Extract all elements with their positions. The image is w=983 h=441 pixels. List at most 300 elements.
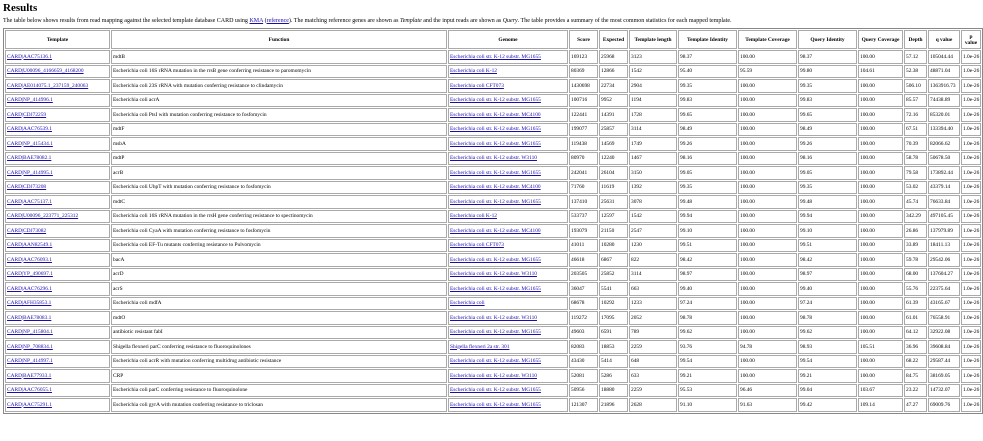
value-cell: 100.00	[738, 282, 797, 296]
value-cell: 2628	[629, 398, 677, 412]
genome-link[interactable]: Escherichia coli str. K-12 substr. MC4100	[450, 184, 541, 191]
value-cell: 98.97	[798, 268, 857, 282]
value-cell: 100.00	[738, 94, 797, 108]
template-cell	[5, 239, 110, 253]
value-cell: 39608.84	[928, 340, 960, 354]
value-cell: 3114	[629, 123, 677, 137]
value-cell: 98.42	[678, 253, 737, 267]
value-cell: 3150	[629, 166, 677, 180]
template-link[interactable]: CARD|AAC76539.1	[7, 126, 52, 133]
value-cell: 1.0e-26	[961, 152, 981, 166]
value-cell: 22734	[599, 79, 628, 93]
value-cell: 98.37	[678, 50, 737, 64]
genome-link[interactable]: Shigella flexneri 2a str. 301	[450, 343, 510, 350]
value-cell: 98.49	[678, 123, 737, 137]
table-row	[5, 311, 981, 325]
value-cell: 99.21	[798, 369, 857, 383]
value-cell: 2547	[629, 224, 677, 238]
value-cell: 97.24	[678, 297, 737, 311]
value-cell: 100.00	[858, 195, 903, 209]
value-cell: 99.40	[798, 282, 857, 296]
genome-cell	[448, 268, 568, 282]
template-cell	[5, 123, 110, 137]
table-row	[5, 268, 981, 282]
value-cell: 99.51	[798, 239, 857, 253]
template-link[interactable]: CARD|CDJ73208	[7, 184, 47, 191]
value-cell: 663	[629, 282, 677, 296]
value-cell: 100.00	[858, 253, 903, 267]
value-cell: 1.0e-26	[961, 65, 981, 79]
value-cell: 99.35	[798, 79, 857, 93]
value-cell: 100.00	[738, 79, 797, 93]
genome-cell	[448, 355, 568, 369]
genome-cell	[448, 65, 568, 79]
value-cell: 94.78	[738, 340, 797, 354]
value-cell: 100.00	[858, 369, 903, 383]
column-header: Query Identity	[798, 30, 857, 49]
template-link[interactable]: CARD|NP_708834.1	[7, 343, 53, 350]
value-cell: 100.00	[858, 152, 903, 166]
template-link[interactable]: CARD|U00096_4166659_4168200	[7, 68, 84, 75]
template-cell	[5, 398, 110, 412]
value-cell: 99.80	[798, 65, 857, 79]
value-cell: 99.05	[678, 166, 737, 180]
kma-link[interactable]: KMA	[249, 18, 264, 24]
value-cell: 100.00	[738, 326, 797, 340]
column-header: Template length	[629, 30, 677, 49]
value-cell: 48871.04	[928, 65, 960, 79]
column-header: Function	[111, 30, 447, 49]
value-cell: 82066.62	[928, 137, 960, 151]
genome-cell	[448, 239, 568, 253]
value-cell: 100.00	[738, 311, 797, 325]
value-cell: 2259	[629, 340, 677, 354]
value-cell: 99.26	[798, 137, 857, 151]
value-cell: 1.0e-26	[961, 384, 981, 398]
value-cell: 5541	[599, 282, 628, 296]
value-cell: 1.0e-26	[961, 253, 981, 267]
value-cell: 99.51	[678, 239, 737, 253]
value-cell: 100.00	[738, 369, 797, 383]
table-row	[5, 65, 981, 79]
template-cell	[5, 253, 110, 267]
template-link[interactable]: CARD|AAC76055.1	[7, 387, 52, 394]
value-cell: 100.00	[738, 181, 797, 195]
value-cell: 1363916.73	[928, 79, 960, 93]
value-cell: 100.00	[858, 355, 903, 369]
template-cell	[5, 297, 110, 311]
value-cell: 100.00	[738, 152, 797, 166]
value-cell: 21150	[599, 224, 628, 238]
value-cell: 14391	[599, 108, 628, 122]
value-cell: 98.97	[678, 268, 737, 282]
value-cell: 1430698	[569, 79, 598, 93]
value-cell: 100.00	[858, 181, 903, 195]
value-cell: 2904	[629, 79, 677, 93]
value-cell: 100.00	[858, 123, 903, 137]
function-cell: Escherichia coli parC conferring resistance to fluoroquinolone	[111, 384, 447, 398]
value-cell: 1.0e-26	[961, 340, 981, 354]
genome-link[interactable]: Escherichia coli str. K-12 substr. W3110	[450, 155, 537, 162]
genome-link[interactable]: Escherichia coli str. K-12 substr. MG1655	[450, 53, 541, 60]
value-cell: 68678	[569, 297, 598, 311]
genome-cell	[448, 253, 568, 267]
column-header: q value	[928, 30, 960, 49]
value-cell: 98.37	[798, 50, 857, 64]
value-cell: 105.51	[858, 340, 903, 354]
column-header: Expected	[599, 30, 628, 49]
template-cell	[5, 181, 110, 195]
value-cell: 100.00	[858, 137, 903, 151]
table-row	[5, 195, 981, 209]
genome-cell	[448, 384, 568, 398]
value-cell: 1.0e-26	[961, 50, 981, 64]
template-cell	[5, 108, 110, 122]
genome-link[interactable]: Escherichia coli str. K-12 substr. MG1655	[450, 401, 541, 408]
value-cell: 1.0e-26	[961, 369, 981, 383]
value-cell: 11619	[599, 181, 628, 195]
value-cell: 43430	[569, 355, 598, 369]
genome-link[interactable]: Escherichia coli CFT073	[450, 242, 504, 249]
table-row	[5, 137, 981, 151]
template-cell	[5, 311, 110, 325]
value-cell: 85320.01	[928, 108, 960, 122]
value-cell: 2259	[629, 384, 677, 398]
value-cell: 100.00	[738, 297, 797, 311]
value-cell: 1.0e-26	[961, 326, 981, 340]
template-link[interactable]: CARD|AE014075.1_237159_240063	[7, 82, 89, 89]
value-cell: 18880	[599, 384, 628, 398]
template-cell	[5, 79, 110, 93]
value-cell: 99.65	[678, 108, 737, 122]
template-cell	[5, 152, 110, 166]
function-cell: Escherichia coli CyaA with mutation conferring resistance to fosfomycin	[111, 224, 447, 238]
genome-cell	[448, 195, 568, 209]
genome-link[interactable]: Escherichia coli str. K-12 substr. W3110	[450, 271, 537, 278]
value-cell: 95.53	[678, 384, 737, 398]
genome-cell	[448, 181, 568, 195]
value-cell: 67.51	[904, 123, 927, 137]
function-cell: Escherichia coli EF-Tu mutants conferring resistance to Pulvomycin	[111, 239, 447, 253]
value-cell: 100.00	[738, 50, 797, 64]
value-cell: 137604.27	[928, 268, 960, 282]
genome-link[interactable]: Escherichia coli str. K-12 substr. MG1655	[450, 126, 541, 133]
value-cell: 100.00	[858, 108, 903, 122]
value-cell: 109.14	[858, 398, 903, 412]
genome-link[interactable]: Escherichia coli CFT073	[450, 82, 504, 89]
template-link[interactable]: CARD|NP_414997.1	[7, 358, 53, 365]
value-cell: 1.0e-26	[961, 181, 981, 195]
value-cell: 99.94	[798, 210, 857, 224]
genome-link[interactable]: Escherichia coli str. K-12 substr. MC4100	[450, 111, 541, 118]
function-cell: mdtF	[111, 123, 447, 137]
value-cell: 43165.67	[928, 297, 960, 311]
template-cell	[5, 369, 110, 383]
table-row	[5, 224, 981, 238]
template-link[interactable]: CARD|NP_414995.1	[7, 169, 53, 176]
value-cell: 122441	[569, 108, 598, 122]
value-cell: 100.00	[858, 224, 903, 238]
value-cell: 36047	[569, 282, 598, 296]
value-cell: 1233	[629, 297, 677, 311]
genome-cell	[448, 210, 568, 224]
genome-cell	[448, 108, 568, 122]
value-cell: 99.54	[678, 355, 737, 369]
template-link[interactable]: CARD|AFH35853.1	[7, 300, 52, 307]
table-body	[5, 50, 981, 412]
value-cell: 23.22	[904, 384, 927, 398]
value-cell: 100.00	[858, 210, 903, 224]
value-cell: 18411.13	[928, 239, 960, 253]
genome-link[interactable]: Escherichia coli str. K-12 substr. MG1655	[450, 169, 541, 176]
table-row	[5, 355, 981, 369]
value-cell: 25968	[599, 50, 628, 64]
value-cell: 69009.76	[928, 398, 960, 412]
template-link[interactable]: CARD|CDJ73082	[7, 227, 47, 234]
value-cell: 12240	[599, 152, 628, 166]
template-cell	[5, 326, 110, 340]
value-cell: 41011	[569, 239, 598, 253]
value-cell: 50956	[569, 384, 598, 398]
template-link[interactable]: CARD|AAC75137.1	[7, 198, 52, 205]
function-cell: Escherichia coli acrR with mutation conferring multidrug antibiotic resistance	[111, 355, 447, 369]
value-cell: 29542.06	[928, 253, 960, 267]
value-cell: 97.24	[798, 297, 857, 311]
value-cell: 25631	[599, 195, 628, 209]
table-row	[5, 152, 981, 166]
genome-link[interactable]: Escherichia coli str. K-12 substr. W3110	[450, 314, 537, 321]
value-cell: 342.29	[904, 210, 927, 224]
genome-link[interactable]: Escherichia coli K-12	[450, 213, 497, 220]
value-cell: 100.00	[738, 166, 797, 180]
value-cell: 3123	[629, 50, 677, 64]
value-cell: 1194	[629, 94, 677, 108]
value-cell: 61.39	[904, 297, 927, 311]
value-cell: 497105.45	[928, 210, 960, 224]
value-cell: 242041	[569, 166, 598, 180]
value-cell: 100.00	[858, 79, 903, 93]
value-cell: 26.86	[904, 224, 927, 238]
function-cell: acrB	[111, 166, 447, 180]
table-row	[5, 297, 981, 311]
template-link[interactable]: CARD|CDJ72259	[7, 111, 47, 118]
function-cell: Escherichia coli 16S rRNA mutation in the rrsB gene conferring resistance to paromomycin	[111, 65, 447, 79]
template-link[interactable]: CARD|YP_490697.1	[7, 271, 53, 278]
value-cell: 99.35	[798, 181, 857, 195]
value-cell: 10292	[599, 297, 628, 311]
table-row	[5, 239, 981, 253]
value-cell: 68.00	[904, 268, 927, 282]
genome-cell	[448, 282, 568, 296]
value-cell: 100.00	[738, 108, 797, 122]
value-cell: 193079	[569, 224, 598, 238]
value-cell: 100.00	[858, 311, 903, 325]
template-link[interactable]: CARD|AAC75136.1	[7, 53, 52, 60]
table-row	[5, 398, 981, 412]
value-cell: 1.0e-26	[961, 94, 981, 108]
template-link[interactable]: CARD|AAC76093.1	[7, 256, 52, 263]
genome-link[interactable]: Escherichia coli str. K-12 substr. MC4100	[450, 227, 541, 234]
function-cell: acrS	[111, 282, 447, 296]
template-cell	[5, 195, 110, 209]
template-cell	[5, 166, 110, 180]
column-header: Genome	[448, 30, 568, 49]
value-cell: 98.16	[678, 152, 737, 166]
value-cell: 53.02	[904, 181, 927, 195]
value-cell: 43379.14	[928, 181, 960, 195]
value-cell: 137410	[569, 195, 598, 209]
value-cell: 91.63	[738, 398, 797, 412]
value-cell: 99.35	[678, 79, 737, 93]
value-cell: 6867	[599, 253, 628, 267]
value-cell: 5286	[599, 369, 628, 383]
value-cell: 100.00	[738, 195, 797, 209]
genome-link[interactable]: Escherichia coli str. K-12 substr. W3110	[450, 372, 537, 379]
template-link[interactable]: CARD|AAC76296.1	[7, 285, 52, 292]
table-row	[5, 340, 981, 354]
template-link[interactable]: CARD|BAE78082.1	[7, 155, 52, 162]
template-link[interactable]: CARD|AAC75291.1	[7, 401, 52, 408]
value-cell: 789	[629, 326, 677, 340]
value-cell: 121307	[569, 398, 598, 412]
column-header: Depth	[904, 30, 927, 49]
value-cell: 5414	[599, 355, 628, 369]
value-cell: 12597	[599, 210, 628, 224]
value-cell: 17095	[599, 311, 628, 325]
value-cell: 119438	[569, 137, 598, 151]
genome-link[interactable]: Escherichia coli str. K-12 substr. MG1655	[450, 140, 541, 147]
genome-link[interactable]: Escherichia coli str. K-12 substr. MG1655	[450, 256, 541, 263]
value-cell: 100.00	[858, 50, 903, 64]
table-row	[5, 50, 981, 64]
template-cell	[5, 137, 110, 151]
table-row	[5, 79, 981, 93]
template-link[interactable]: CARD|U00096_223771_225312	[7, 213, 79, 220]
value-cell: 105044.44	[928, 50, 960, 64]
function-cell: mdtP	[111, 152, 447, 166]
value-cell: 36.96	[904, 340, 927, 354]
value-cell: 100.00	[858, 297, 903, 311]
function-cell: Shigella flexneri parC conferring resistance to fluoroquinolones	[111, 340, 447, 354]
value-cell: 22375.64	[928, 282, 960, 296]
value-cell: 80369	[569, 65, 598, 79]
template-link[interactable]: CARD|NP_414996.1	[7, 97, 53, 104]
value-cell: 10280	[599, 239, 628, 253]
function-cell: Escherichia coli 23S rRNA with mutation conferring resistance to clindamycin	[111, 79, 447, 93]
column-header: Template Coverage	[738, 30, 797, 49]
reference-link[interactable]: reference	[266, 18, 289, 24]
genome-cell	[448, 123, 568, 137]
value-cell: 100.00	[738, 137, 797, 151]
value-cell: 133394.40	[928, 123, 960, 137]
value-cell: 100.00	[738, 355, 797, 369]
value-cell: 26104	[599, 166, 628, 180]
genome-cell	[448, 79, 568, 93]
value-cell: 76558.91	[928, 311, 960, 325]
genome-link[interactable]: Escherichia coli	[450, 300, 485, 307]
value-cell: 98.78	[678, 311, 737, 325]
genome-link[interactable]: Escherichia coli str. K-12 substr. MG1655	[450, 358, 541, 365]
value-cell: 84.75	[904, 369, 927, 383]
value-cell: 96.46	[738, 384, 797, 398]
value-cell: 1.0e-26	[961, 123, 981, 137]
table-row	[5, 210, 981, 224]
template-link[interactable]: CARD|BAE78083.1	[7, 314, 52, 321]
value-cell: 76633.84	[928, 195, 960, 209]
function-cell: Escherichia coli gyrA with mutation conferring resistance to triclosan	[111, 398, 447, 412]
value-cell: 1.0e-26	[961, 398, 981, 412]
template-cell	[5, 282, 110, 296]
value-cell: 64.12	[904, 326, 927, 340]
genome-link[interactable]: Escherichia coli str. K-12 substr. MG1655	[450, 329, 541, 336]
value-cell: 99.10	[798, 224, 857, 238]
value-cell: 169123	[569, 50, 598, 64]
value-cell: 633	[629, 369, 677, 383]
genome-cell	[448, 326, 568, 340]
genome-link[interactable]: Escherichia coli str. K-12 substr. MG1655	[450, 198, 541, 205]
value-cell: 55.76	[904, 282, 927, 296]
value-cell: 1.0e-26	[961, 137, 981, 151]
value-cell: 47.27	[904, 398, 927, 412]
value-cell: 99.40	[678, 282, 737, 296]
value-cell: 3078	[629, 195, 677, 209]
intro-text: The table below shows results from read mapping against the selected template database CARD using KMA (reference). The matching reference genes are shown as Template and the input reads are shown as Query. The table provides a summary of the most common statistics for each mapped template.	[3, 18, 732, 24]
value-cell: 99.04	[798, 384, 857, 398]
table-row	[5, 369, 981, 383]
template-link[interactable]: CARD|AAN82549.1	[7, 242, 53, 249]
value-cell: 99.62	[798, 326, 857, 340]
genome-link[interactable]: Escherichia coli str. K-12 substr. MG1655	[450, 387, 541, 394]
function-cell: CRP	[111, 369, 447, 383]
value-cell: 79.58	[904, 166, 927, 180]
template-link[interactable]: CARD|BAE77933.1	[7, 372, 52, 379]
genome-link[interactable]: Escherichia coli K-12	[450, 68, 497, 75]
value-cell: 533737	[569, 210, 598, 224]
value-cell: 100.00	[738, 268, 797, 282]
template-link[interactable]: CARD|NP_415434.1	[7, 140, 53, 147]
template-link[interactable]: CARD|NP_415804.1	[7, 329, 53, 336]
value-cell: 173892.44	[928, 166, 960, 180]
value-cell: 29587.44	[928, 355, 960, 369]
value-cell: 32922.08	[928, 326, 960, 340]
value-cell: 648	[629, 355, 677, 369]
value-cell: 99.83	[798, 94, 857, 108]
value-cell: 1.0e-26	[961, 268, 981, 282]
value-cell: 1230	[629, 239, 677, 253]
value-cell: 25852	[599, 268, 628, 282]
value-cell: 99.05	[798, 166, 857, 180]
value-cell: 1.0e-26	[961, 79, 981, 93]
value-cell: 98.42	[798, 253, 857, 267]
genome-link[interactable]: Escherichia coli str. K-12 substr. MG1655	[450, 285, 541, 292]
value-cell: 822	[629, 253, 677, 267]
value-cell: 104.61	[858, 65, 903, 79]
value-cell: 52081	[569, 369, 598, 383]
template-cell	[5, 268, 110, 282]
genome-link[interactable]: Escherichia coli str. K-12 substr. MG1655	[450, 97, 541, 104]
value-cell: 33.89	[904, 239, 927, 253]
value-cell: 100.00	[738, 239, 797, 253]
value-cell: 100.00	[858, 268, 903, 282]
genome-cell	[448, 50, 568, 64]
template-cell	[5, 210, 110, 224]
function-cell: mdtC	[111, 195, 447, 209]
value-cell: 50678.50	[928, 152, 960, 166]
column-header: Query Coverage	[858, 30, 903, 49]
value-cell: 70.39	[904, 137, 927, 151]
results-heading: Results	[3, 2, 38, 14]
value-cell: 91.10	[678, 398, 737, 412]
